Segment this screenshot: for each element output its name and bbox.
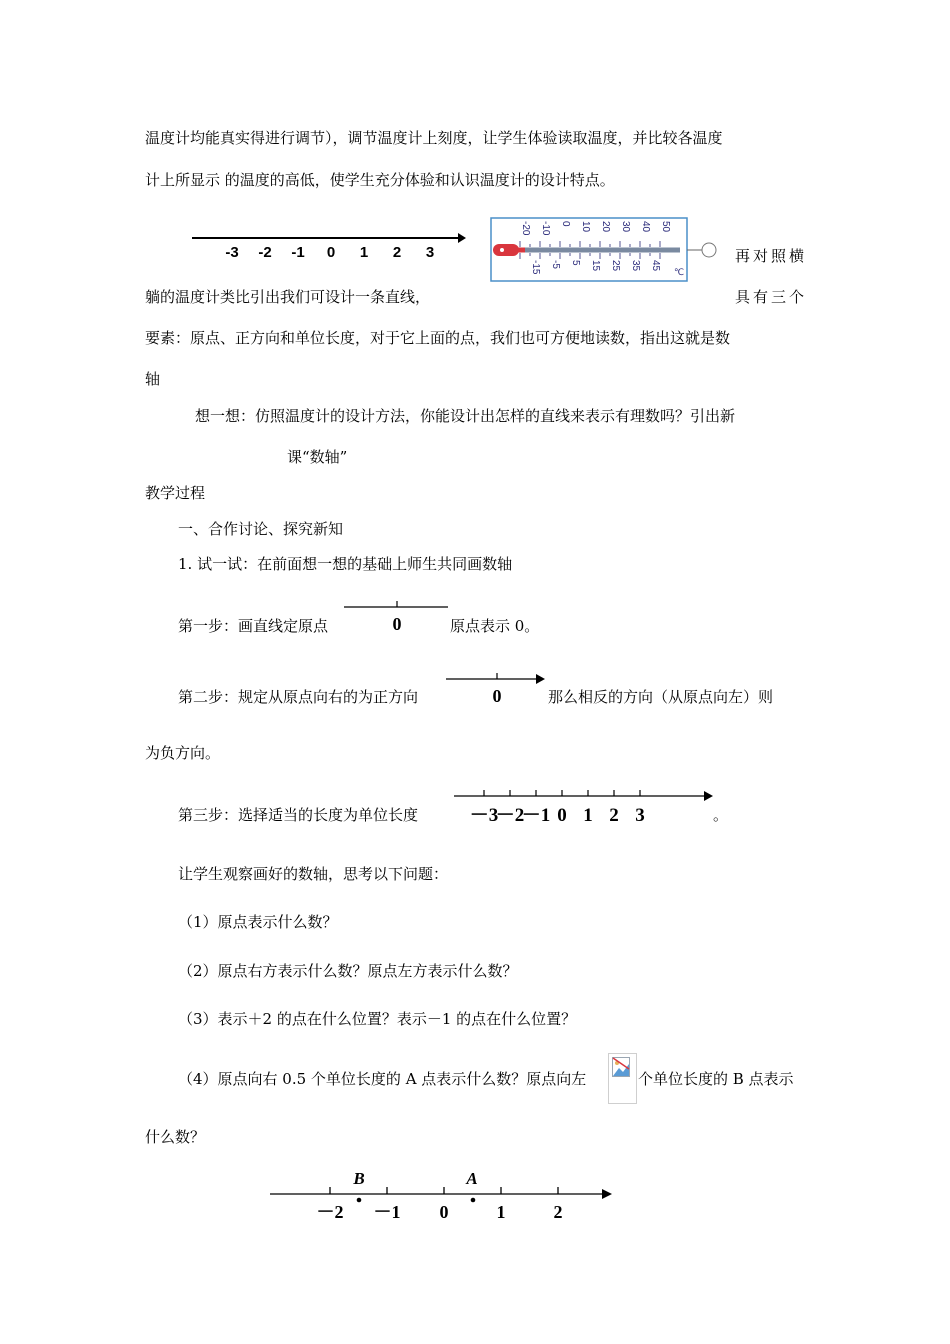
thermometer-hang-ring <box>702 243 716 257</box>
thermometer-diagram <box>490 217 722 283</box>
step1-diagram <box>342 596 452 636</box>
question-4-cont: 什么数？ <box>145 1128 206 1146</box>
step3-label: －3 <box>469 805 499 826</box>
number-line-label: 2 <box>392 244 402 261</box>
intro-right-b: 具有三个 <box>735 288 808 306</box>
thermometer-bottom-label: 25 <box>610 260 621 272</box>
question-4-part1: （4）原点向右 0.5 个单位长度的 A 点表示什么数？原点向左 <box>178 1070 587 1088</box>
step2-continued: 为负方向。 <box>145 744 221 762</box>
number-line-label: 1 <box>359 244 369 261</box>
final-number-line <box>268 1165 616 1227</box>
step2-post: 那么相反的方向（从原点向左）则 <box>548 688 774 706</box>
thermometer-bottom-label: 15 <box>590 260 601 272</box>
thermometer-bottom-label: -5 <box>550 260 561 269</box>
final-label: 1 <box>496 1202 506 1222</box>
final-axis-arrow <box>602 1189 612 1199</box>
section-heading: 一、合作讨论、探究新知 <box>178 520 344 538</box>
step1-text: 第一步：画直线定原点 <box>178 617 329 635</box>
intro-line-1: 温度计均能真实得进行调节），调节温度计上刻度，让学生体验读取温度，并比较各温度 <box>145 129 723 147</box>
step3-text: 第三步：选择适当的长度为单位长度 <box>178 806 419 824</box>
number-line-label: -3 <box>225 244 239 261</box>
final-label: －1 <box>373 1202 401 1222</box>
thermometer-bulb <box>493 244 519 256</box>
question-3: （3）表示＋2 的点在什么位置？表示－1 的点在什么位置？ <box>178 1010 577 1028</box>
thermometer-unit: ℃ <box>674 268 685 278</box>
step3-label: 0 <box>557 805 567 826</box>
step3-label: －1 <box>521 805 551 826</box>
step3-label: 2 <box>609 805 619 826</box>
number-line-label: 3 <box>425 244 435 261</box>
question-1: （1）原点表示什么数？ <box>178 913 338 931</box>
intro-right-a: 再对照横 <box>735 247 808 265</box>
number-line-diagram <box>190 228 470 264</box>
step3-post: 。 <box>713 806 729 824</box>
step2-arrow <box>536 674 545 684</box>
step3-label: 1 <box>583 805 593 826</box>
intro-line-5: 轴 <box>145 370 161 388</box>
step3-diagram <box>452 784 718 826</box>
point-b-dot <box>357 1198 362 1203</box>
thermometer-bottom-label: 35 <box>630 260 641 272</box>
final-label: －2 <box>316 1202 344 1222</box>
thermometer-bottom-label: 45 <box>650 260 661 272</box>
thermometer-bulb-dot <box>500 248 504 252</box>
number-line-label: -2 <box>258 244 272 261</box>
think-line-2: 课“数轴” <box>287 448 348 466</box>
step1-post: 原点表示 0。 <box>450 617 540 635</box>
point-a-label: A <box>466 1169 478 1188</box>
broken-image-placeholder <box>608 1053 637 1104</box>
thermometer-top-label: 50 <box>660 221 671 233</box>
number-line-label: 0 <box>326 244 336 261</box>
point-a-dot <box>471 1198 476 1203</box>
questions-intro: 让学生观察画好的数轴，思考以下问题： <box>178 865 449 883</box>
step2-text: 第二步：规定从原点向右的为正方向 <box>178 688 419 706</box>
step3-label: －2 <box>495 805 525 826</box>
question-4-part2: 个单位长度的 B 点表示 <box>638 1070 794 1088</box>
step3-label: 3 <box>635 805 645 826</box>
step2-origin-label: 0 <box>492 686 502 706</box>
final-label: 2 <box>553 1202 563 1222</box>
question-2: （2）原点右方表示什么数？原点左方表示什么数？ <box>178 962 518 980</box>
thermometer-top-label: 20 <box>600 221 611 233</box>
thermometer-bottom-label: 5 <box>570 260 581 266</box>
broken-image-icon <box>612 1057 630 1077</box>
thermometer-top-label: 30 <box>620 221 631 233</box>
step3-arrow <box>704 791 713 801</box>
item-1: 1. 试一试：在前面想一想的基础上师生共同画数轴 <box>178 555 513 573</box>
thermometer-top-label: 0 <box>560 221 571 227</box>
number-line-arrow <box>458 233 466 243</box>
final-label: 0 <box>439 1202 449 1222</box>
intro-line-2: 计上所显示 的温度的高低，使学生充分体验和认识温度计的设计特点。 <box>145 171 615 189</box>
process-title: 教学过程 <box>145 484 206 502</box>
intro-line-4: 要素：原点、正方向和单位长度，对于它上面的点，我们也可方便地读数，指出这就是数 <box>145 329 731 347</box>
number-line-label: -1 <box>291 244 305 261</box>
step2-diagram <box>444 670 548 708</box>
point-b-label: B <box>353 1169 365 1188</box>
thermometer-top-label: 10 <box>580 221 591 233</box>
step1-origin-label: 0 <box>392 614 402 634</box>
think-line-1: 想一想：仿照温度计的设计方法，你能设计出怎样的直线来表示有理数吗？引出新 <box>195 407 736 425</box>
thermometer-bottom-label: -15 <box>530 260 541 275</box>
thermometer-top-label: -10 <box>540 221 551 236</box>
thermometer-top-label: 40 <box>640 221 651 233</box>
thermometer-top-label: -20 <box>520 221 531 236</box>
intro-line-3: 躺的温度计类比引出我们可设计一条直线， <box>145 288 431 306</box>
